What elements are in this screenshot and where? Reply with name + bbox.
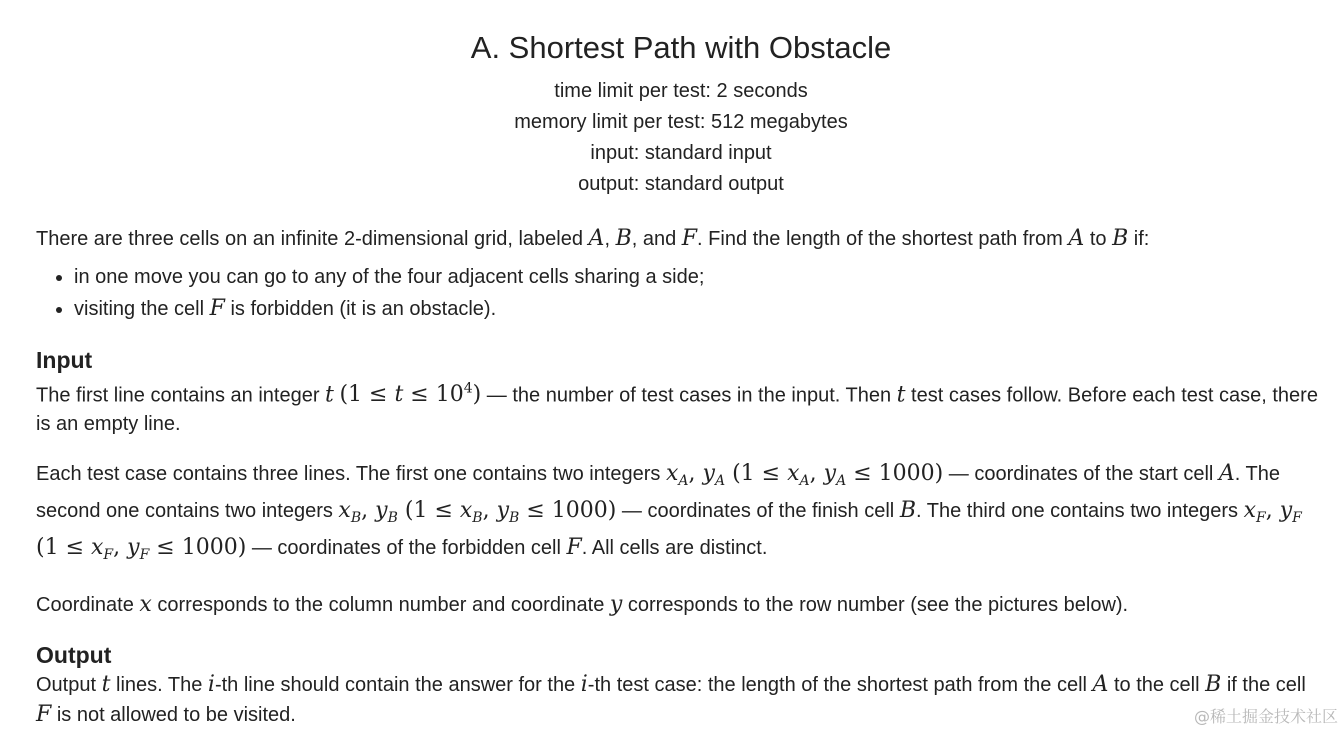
input-heading: Input: [36, 347, 93, 373]
output-paragraph: Output t lines. The i-th line should contain the answer for the i-th test case: the length of the shortest path from the cell A to the cell B if the cell F is not allowed to be visited.: [36, 672, 1306, 728]
math-var: A: [1068, 226, 1085, 251]
list-item: • visiting the cell F is forbidden (it is an obstacle).: [74, 293, 1326, 325]
math-var: t: [325, 382, 334, 408]
math-var: y: [609, 592, 623, 618]
math-var: F: [681, 226, 698, 251]
output-heading: Output: [36, 642, 112, 669]
math-var: F: [209, 296, 225, 321]
input-section: [36, 345, 1326, 620]
math-formula: $(1 \le t \le 10^4)$: [339, 381, 482, 408]
input-paragraph-1: The first line contains an integer t $(1 \le t \le 10^4)$ — the number of test cases in the input. Then t test cases follow. Before each test case, there is an empty line.: [36, 381, 1318, 436]
input-file: input: standard input: [590, 142, 772, 164]
output-section: [36, 640, 1326, 730]
math-var: B: [615, 226, 632, 251]
math-var: i: [580, 672, 588, 698]
math-var: t: [101, 672, 111, 698]
input-paragraph-3: Coordinate x corresponds to the column number and coordinate y corresponds to the row number (see the pictures below).: [36, 592, 1129, 618]
problem-title: A. Shortest Path with Obstacle: [470, 30, 892, 65]
problem-statement: [36, 0, 1326, 730]
math-var: B: [1205, 672, 1222, 698]
time-limit: time limit per test: 2 seconds: [554, 80, 808, 102]
input-paragraph-2: Each test case contains three lines. The first one contains two integers $x_A$, $y_A$ ($1 \le x_A$, $y_A \le 1000$) — coordinates of the start cell A. The second one contains two integers $x_B$, $y_B$ ($1 \le x_B$, $y_B \le 1000$) — coordinates of the finish cell B. The third one contains two integers $x_F$, $y_F$ ($1 \le x_F$, $y_F \le 1000$) — coordinates of the forbidden cell F. All cells are distinct.: [36, 461, 1302, 564]
legend-paragraph: There are three cells on an infinite 2-dimensional grid, labeled A, B, and F. Find the length of the shortest path from A to B if:: [36, 226, 1150, 251]
math-var: F: [36, 702, 52, 728]
memory-limit: memory limit per test: 512 megabytes: [514, 111, 848, 133]
problem-header: [36, 0, 1326, 200]
math-var: B: [1112, 226, 1129, 251]
legend-section: [36, 224, 1326, 325]
math-var: A: [588, 226, 605, 251]
math-var: x: [139, 592, 152, 618]
rules-list: [36, 262, 1326, 325]
math-var: A: [1092, 672, 1109, 698]
math-var: i: [207, 672, 215, 698]
watermark: @稀土掘金技术社区: [1193, 707, 1338, 726]
list-item: • in one move you can go to any of the four adjacent cells sharing a side;: [74, 262, 1326, 293]
math-var: t: [896, 382, 906, 408]
output-file: output: standard output: [578, 173, 784, 195]
